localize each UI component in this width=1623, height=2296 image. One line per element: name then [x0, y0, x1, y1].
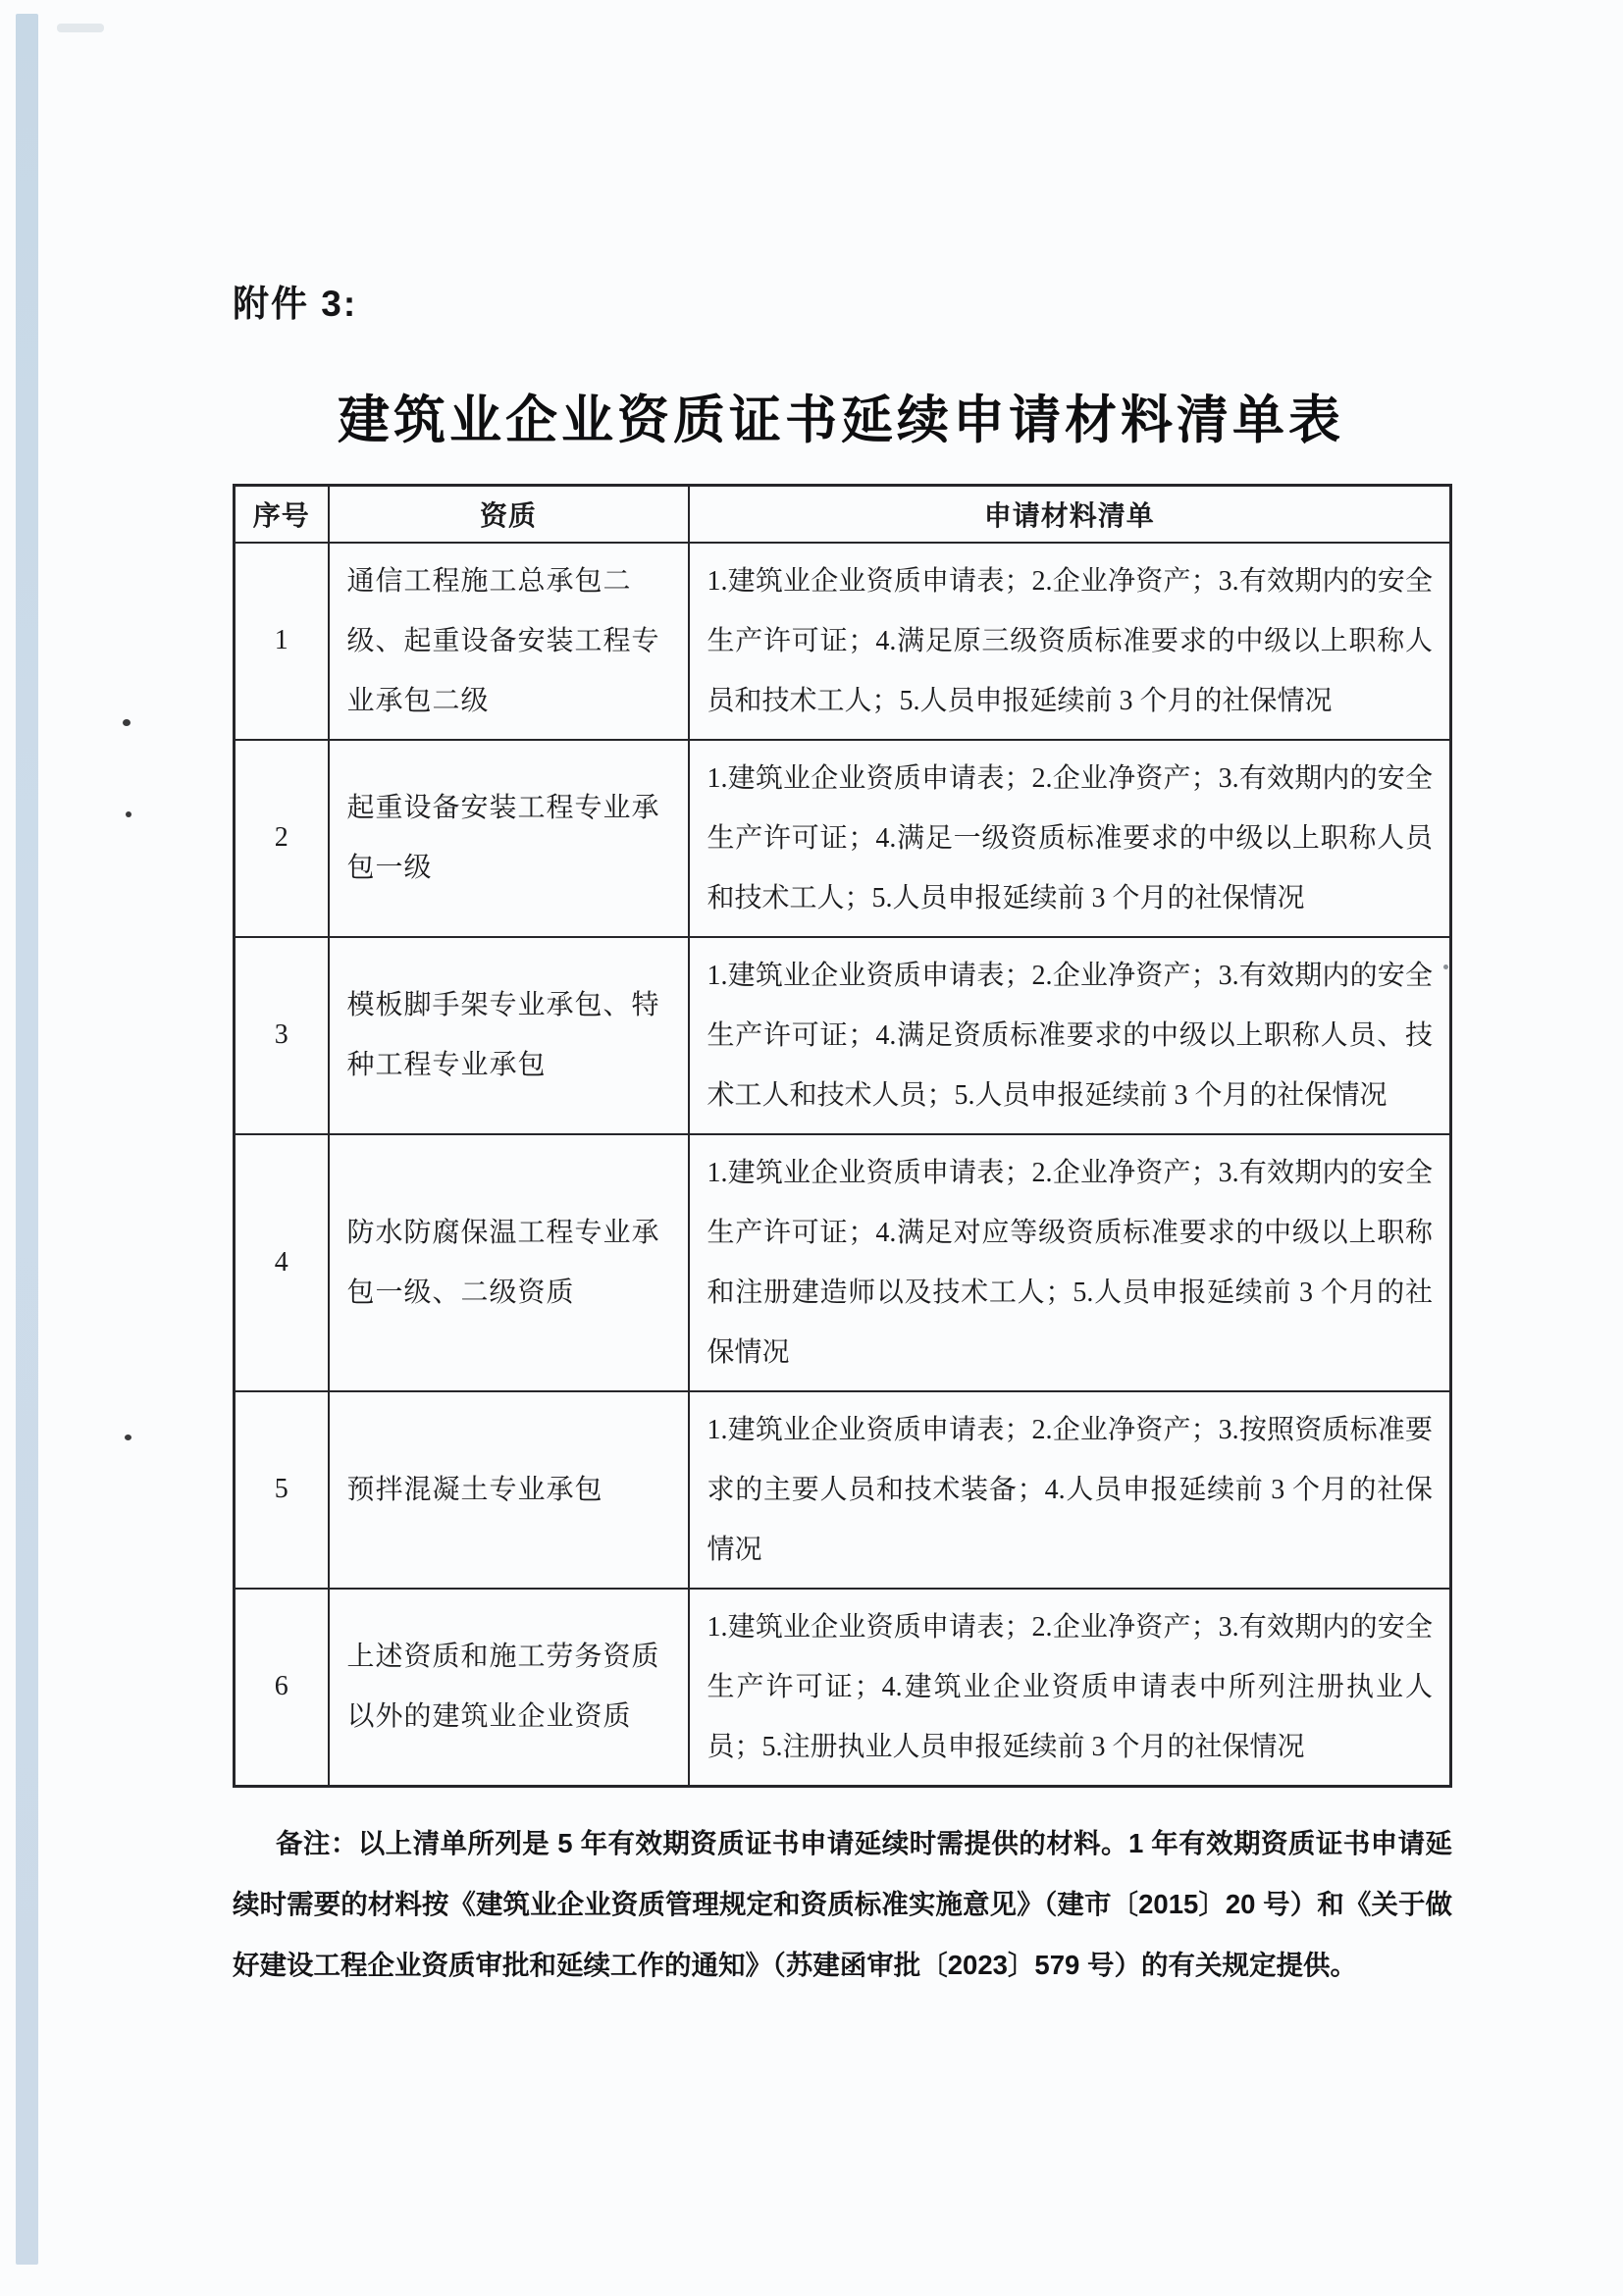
materials-cell: 1.建筑业企业资质申请表；2.企业净资产；3.按照资质标准要求的主要人员和技术装备；4.人员申报延续前 3 个月的社保情况 [689, 1391, 1451, 1589]
column-header-materials: 申请材料清单 [689, 486, 1451, 543]
materials-cell: 1.建筑业企业资质申请表；2.企业净资产；3.有效期内的安全生产许可证；4.满足原三级资质标准要求的中级以上职称人员和技术工人；5.人员申报延续前 3 个月的社保情况 [689, 543, 1451, 740]
qualification-cell: 预拌混凝土专业承包 [329, 1391, 689, 1589]
scan-speck [125, 1435, 131, 1440]
footnote-remark: 备注：以上清单所列是 5 年有效期资质证书申请延续时需提供的材料。1 年有效期资质证书申请延续时需要的材料按《建筑业企业资质管理规定和资质标准实施意见》（建市〔2015〕20 号）和《关于做好建设工程企业资质审批和延续工作的通知》（苏建函审批〔2023〕579 号）的有关规定提供。 [233, 1827, 1452, 1980]
materials-checklist-table [233, 484, 1452, 1788]
scan-page-edge-strip [16, 14, 38, 2265]
qualification-cell: 上述资质和施工劳务资质以外的建筑业企业资质 [329, 1589, 689, 1787]
row-number: 4 [235, 1134, 329, 1391]
column-header-no: 序号 [235, 486, 329, 543]
qualification-cell: 起重设备安装工程专业承包一级 [329, 740, 689, 937]
qualification-cell: 模板脚手架专业承包、特种工程专业承包 [329, 937, 689, 1134]
scan-smudge [57, 24, 104, 32]
materials-cell: 1.建筑业企业资质申请表；2.企业净资产；3.有效期内的安全生产许可证；4.建筑业企业资质申请表中所列注册执业人员；5.注册执业人员申报延续前 3 个月的社保情况 [689, 1589, 1451, 1787]
row-number: 2 [235, 740, 329, 937]
table-row [235, 937, 1451, 1134]
materials-cell: 1.建筑业企业资质申请表；2.企业净资产；3.有效期内的安全生产许可证；4.满足一级资质标准要求的中级以上职称人员和技术工人；5.人员申报延续前 3 个月的社保情况 [689, 740, 1451, 937]
column-header-qualification: 资质 [329, 486, 689, 543]
scan-speck [126, 811, 131, 817]
attachment-label: 附件 3: [233, 284, 358, 324]
qualification-cell: 通信工程施工总承包二级、起重设备安装工程专业承包二级 [329, 543, 689, 740]
page-title: 建筑业企业资质证书延续申请材料清单表 [338, 392, 1344, 449]
table-header-row [235, 486, 1451, 543]
qualification-cell: 防水防腐保温工程专业承包一级、二级资质 [329, 1134, 689, 1391]
scan-speck [123, 719, 131, 726]
row-number: 3 [235, 937, 329, 1134]
materials-cell: 1.建筑业企业资质申请表；2.企业净资产；3.有效期内的安全生产许可证；4.满足对应等级资质标准要求的中级以上职称和注册建造师以及技术工人；5.人员申报延续前 3 个月的社保情况 [689, 1134, 1451, 1391]
table-row [235, 1589, 1451, 1787]
table-row [235, 1391, 1451, 1589]
row-number: 6 [235, 1589, 329, 1787]
table-row [235, 740, 1451, 937]
document-content [233, 0, 1452, 1996]
table-row [235, 543, 1451, 740]
row-number: 5 [235, 1391, 329, 1589]
materials-cell: 1.建筑业企业资质申请表；2.企业净资产；3.有效期内的安全生产许可证；4.满足资质标准要求的中级以上职称人员、技术工人和技术人员；5.人员申报延续前 3 个月的社保情况 [689, 937, 1451, 1134]
table-row [235, 1134, 1451, 1391]
row-number: 1 [235, 543, 329, 740]
